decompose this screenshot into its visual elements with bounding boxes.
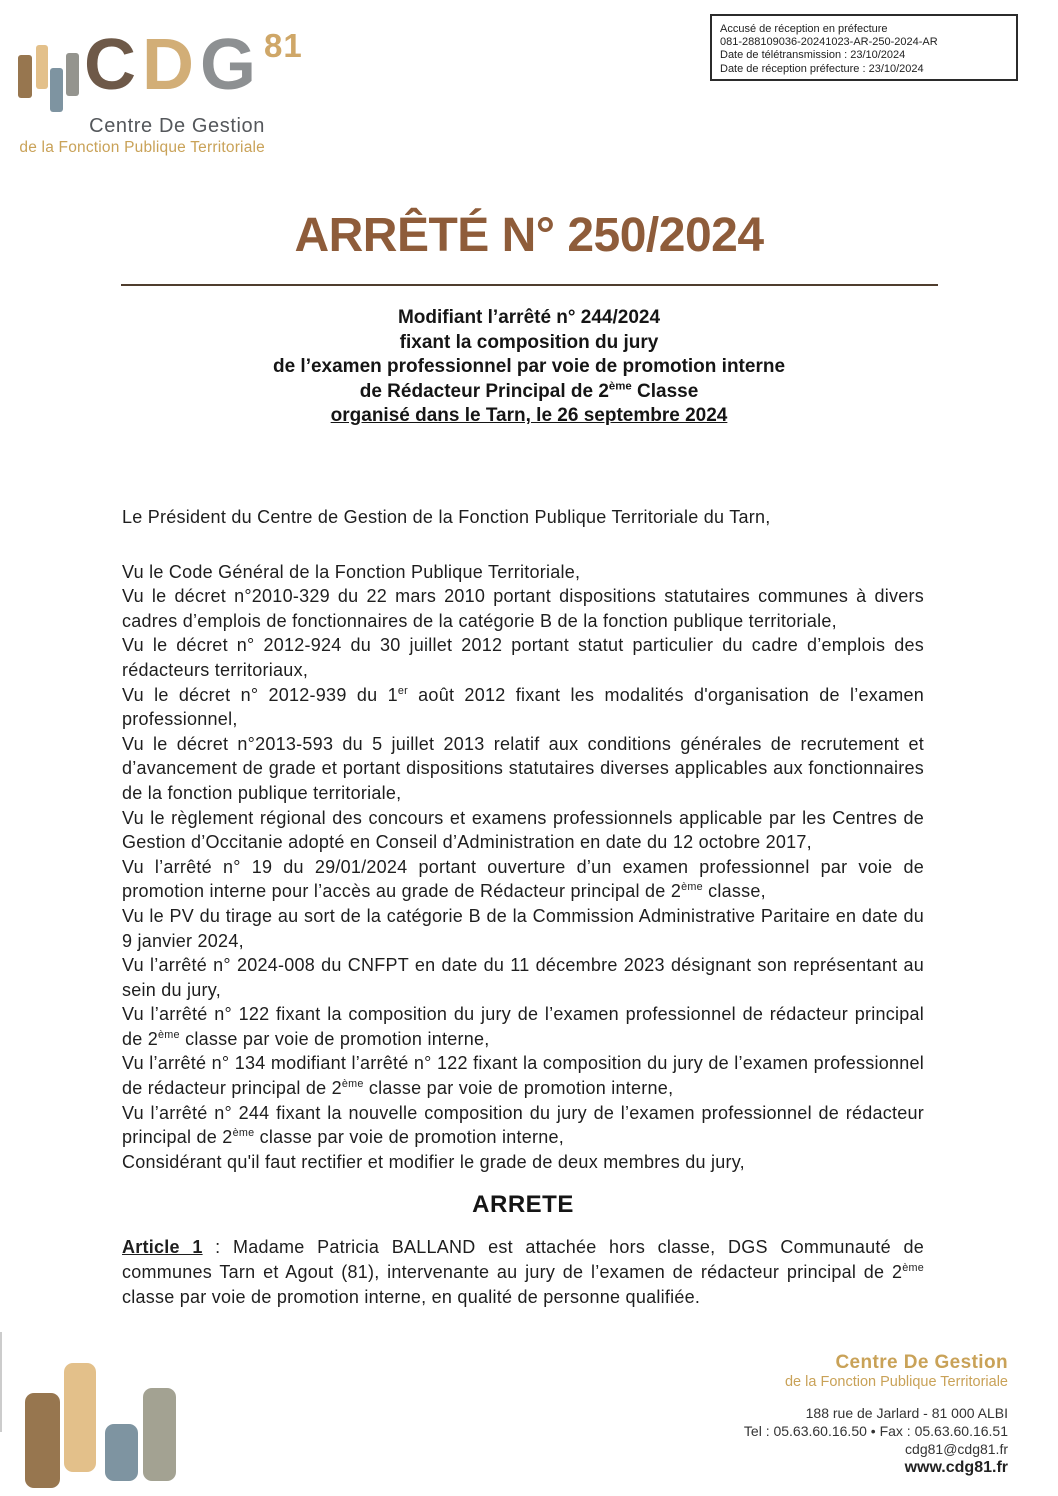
footer-bar-brown-icon	[25, 1393, 60, 1488]
subtitle-line-underlined: organisé dans le Tarn, le 26 septembre 2024	[330, 405, 728, 427]
vu-paragraph: Vu le PV du tirage au sort de la catégorie B de la Commission Administrative Paritaire en date du 9 janvier 2024,	[122, 905, 924, 951]
logo-department-number: 81	[264, 27, 303, 64]
vu-paragraph: Considérant qu'il faut rectifier et modifier le grade de deux membres du jury,	[122, 1151, 745, 1172]
footer-org-line2: de la Fonction Publique Territoriale	[784, 1374, 1008, 1390]
logo-acronym	[84, 26, 303, 105]
subtitle-line: de l’examen professionnel par voie de promotion interne	[272, 356, 786, 378]
logo-org-line1: Centre De Gestion	[89, 115, 265, 137]
title-divider	[121, 284, 938, 286]
cdg81-logo	[18, 25, 338, 161]
vu-paragraph: Vu le décret n°2013-593 du 5 juillet 2013 relatif aux conditions générales de recrutement et d’avancement de grade et portant dispositions statutaires diverses applicables aux fonctionnaires de la fonction publique territoriale,	[122, 733, 924, 803]
subtitle-line: de Rédacteur Principal de 2ème Classe	[359, 380, 699, 402]
document-body	[122, 505, 924, 1309]
vu-paragraph: Vu le règlement régional des concours et examens professionnels applicable par les Centres de Gestion d’Occitanie adopté en Conseil d’Administration en date du 12 octobre 2017,	[122, 807, 924, 853]
logo-letter-d: D	[142, 25, 200, 105]
vu-paragraph: Vu l’arrêté n° 19 du 29/01/2024 portant ouverture d’un examen professionnel par voie de promotion interne pour l’accès au grade de Rédacteur principal de 2ème classe,	[122, 856, 924, 902]
logo-org-name	[18, 115, 265, 157]
body-intro: Le Président du Centre de Gestion de la Fonction Publique Territoriale du Tarn,	[122, 507, 771, 527]
vu-paragraph-list	[122, 560, 924, 1175]
footer-address: 188 rue de Jarlard - 81 000 ALBI	[805, 1405, 1008, 1421]
logo-org-line2: de la Fonction Publique Territoriale	[19, 139, 265, 156]
footer-bar-tan-icon	[64, 1363, 96, 1472]
subtitle-line: fixant la composition du jury	[399, 331, 659, 353]
footer-org-line1: Centre De Gestion	[835, 1352, 1008, 1373]
arrete-heading: ARRETE	[472, 1191, 574, 1219]
stamp-line: 081-288109036-20241023-AR-250-2024-AR	[720, 36, 938, 49]
footer-phone-fax: Tel : 05.63.60.16.50 • Fax : 05.63.60.16.51	[743, 1423, 1008, 1439]
scan-artifact	[0, 1332, 2, 1432]
vu-paragraph: Vu l’arrêté n° 244 fixant la nouvelle composition du jury de l’examen professionnel de rédacteur principal de 2ème classe par voie de promotion interne,	[122, 1102, 924, 1148]
vu-paragraph: Vu le décret n° 2012-939 du 1er août 2012 fixant les modalités d'organisation de l’examen professionnel,	[122, 684, 924, 730]
prefecture-receipt-stamp	[710, 14, 1018, 81]
vu-paragraph: Vu l’arrêté n° 134 modifiant l’arrêté n° 122 fixant la composition du jury de l’examen professionnel de rédacteur principal de 2ème classe par voie de promotion interne,	[122, 1053, 924, 1099]
footer-bar-gray-icon	[143, 1388, 176, 1481]
footer-contact-block	[548, 1352, 1008, 1478]
document-title: ARRÊTÉ N° 250/2024	[294, 209, 764, 262]
subtitle-block	[0, 306, 1058, 429]
subtitle-line: Modifiant l’arrêté n° 244/2024	[397, 307, 661, 328]
vu-paragraph: Vu le décret n°2010-329 du 22 mars 2010 portant dispositions statutaires communes à divers cadres d’emplois de fonctionnaires de la catégorie B de la fonction publique territoriale,	[122, 586, 924, 631]
vu-paragraph: Vu l’arrêté n° 122 fixant la composition du jury de l’examen professionnel de rédacteur principal de 2ème classe par voie de promotion interne,	[122, 1004, 924, 1049]
logo-letter-c: C	[84, 25, 142, 105]
stamp-line: Date de télétransmission : 23/10/2024	[720, 49, 906, 62]
footer-email: cdg81@cdg81.fr	[905, 1441, 1008, 1457]
vu-paragraph: Vu le décret n° 2012-924 du 30 juillet 2012 portant statut particulier du cadre d’emplois des rédacteurs territoriaux,	[122, 635, 924, 680]
logo-bar-blue-icon	[50, 68, 63, 112]
footer-website: www.cdg81.fr	[904, 1459, 1008, 1476]
stamp-line: Date de réception préfecture : 23/10/2024	[720, 62, 924, 75]
stamp-line: Accusé de réception en préfecture	[720, 23, 888, 35]
article-1-paragraph: Article 1 : Madame Patricia BALLAND est attachée hors classe, DGS Communauté de communes Tarn et Agout (81), intervenante au jury de l’examen de rédacteur principal de 2ème classe par voie de promotion interne, en qualité de personne qualifiée.	[122, 1237, 924, 1307]
vu-paragraph: Vu l’arrêté n° 2024-008 du CNFPT en date du 11 décembre 2023 désignant son représentant au sein du jury,	[122, 955, 924, 1000]
logo-letter-g: G	[200, 25, 263, 105]
logo-bar-tan-icon	[36, 45, 48, 89]
vu-paragraph: Vu le Code Général de la Fonction Publique Territoriale,	[122, 561, 581, 582]
footer-bar-blue-icon	[105, 1424, 138, 1481]
logo-bar-gray-icon	[66, 53, 79, 96]
logo-bar-brown-icon	[18, 55, 32, 98]
